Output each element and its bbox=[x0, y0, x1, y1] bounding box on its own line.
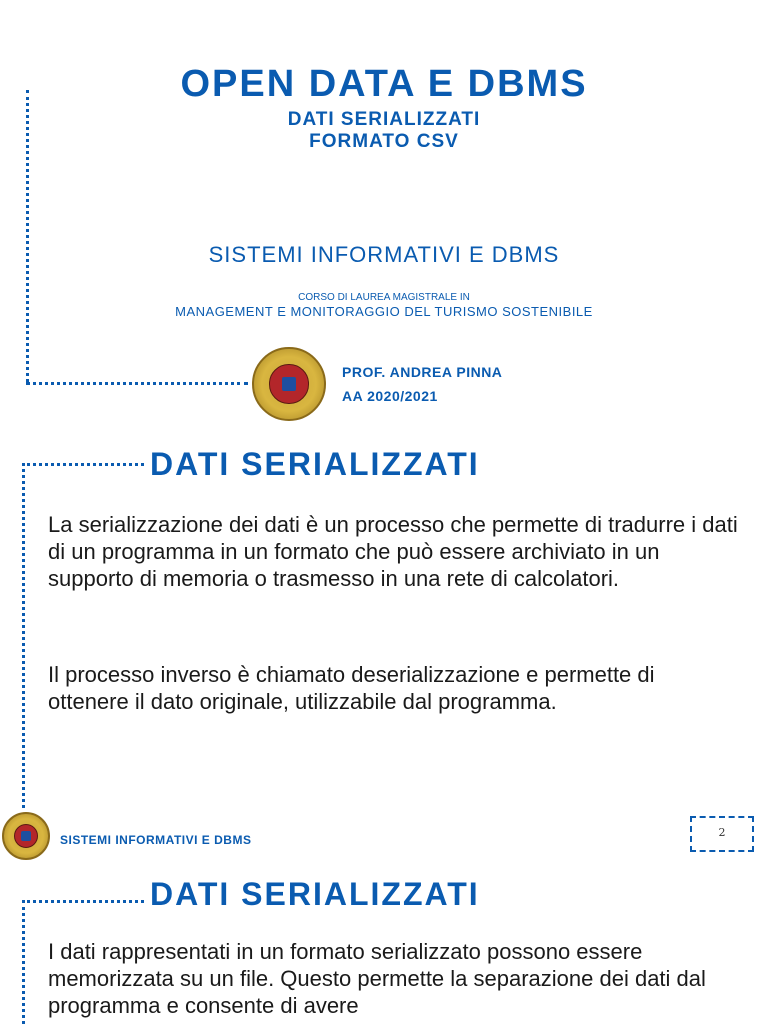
section-heading: DATI SERIALIZZATI bbox=[150, 446, 480, 482]
decorative-dotted-line bbox=[26, 382, 248, 385]
paragraph-deserialization: Il processo inverso è chiamato deserializzazione e permette di ottenere il dato originale, utilizzabile dal programma. bbox=[48, 662, 655, 714]
slide-subtitle: DATI SERIALIZZATI bbox=[287, 109, 481, 130]
slide-subtitle-format: FORMATO CSV bbox=[309, 131, 459, 152]
degree-line-2: MANAGEMENT E MONITORAGGIO DEL TURISMO SOSTENIBILE bbox=[175, 304, 593, 319]
university-seal-icon bbox=[252, 347, 326, 421]
course-name: SISTEMI INFORMATIVI E DBMS bbox=[208, 242, 560, 267]
footer-course-name: SISTEMI INFORMATIVI E DBMS bbox=[60, 833, 252, 847]
page-number: 2 bbox=[690, 816, 754, 852]
section-heading: DATI SERIALIZZATI bbox=[150, 876, 480, 912]
decorative-dotted-line bbox=[22, 463, 144, 466]
decorative-dotted-line bbox=[22, 463, 25, 808]
professor-name: PROF. ANDREA PINNA bbox=[342, 364, 503, 380]
decorative-dotted-line bbox=[22, 900, 25, 1024]
paragraph-serialization: La serializzazione dei dati è un processo che permette di tradurre i dati di un programma in un formato che può essere archiviato in un supporto di memoria o trasmesso in una rete di calcolatori. bbox=[48, 512, 738, 591]
academic-year: AA 2020/2021 bbox=[342, 388, 438, 404]
slide-title: OPEN DATA E DBMS bbox=[180, 63, 588, 105]
university-seal-icon bbox=[2, 812, 50, 860]
decorative-dotted-line bbox=[22, 900, 144, 903]
paragraph-serialized-files: I dati rappresentati in un formato serializzato possono essere memorizzata su un file. Questo permette la separazione dei dati dal programma e consente di avere bbox=[48, 939, 706, 1018]
degree-line-1: CORSO DI LAUREA MAGISTRALE IN bbox=[298, 292, 470, 303]
